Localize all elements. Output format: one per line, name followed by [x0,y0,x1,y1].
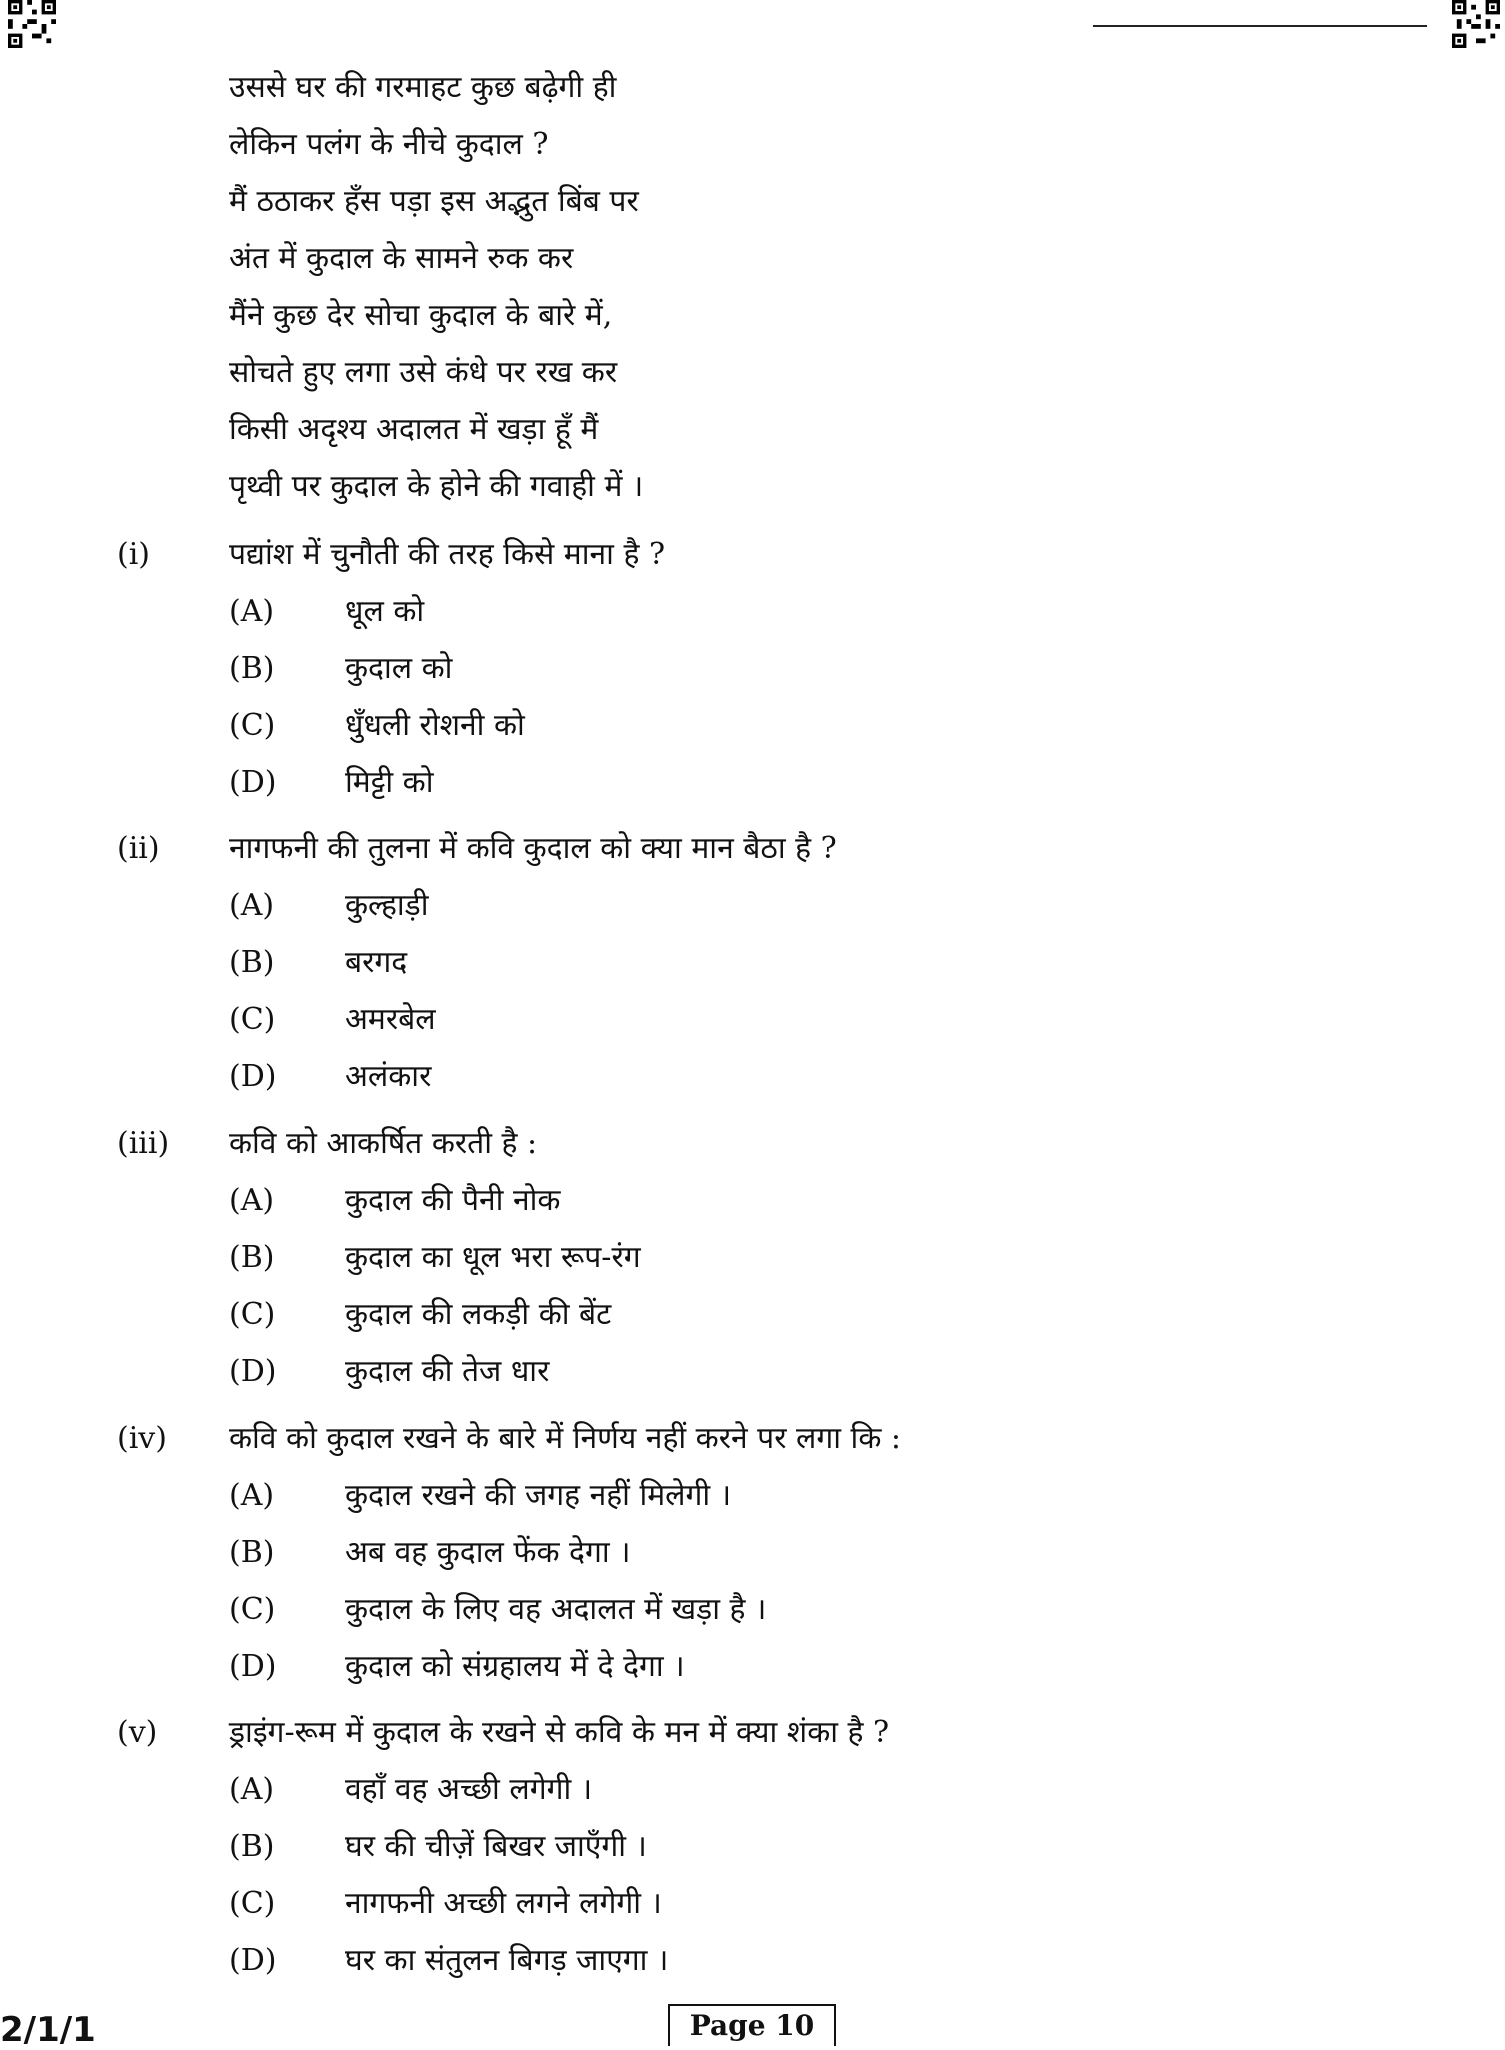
option-c[interactable] [117,1000,1417,1057]
option-letter: (B) [229,1240,275,1275]
question-text: ड्राइंग-रूम में कुदाल के रखने से कवि के मन में क्या शंका है ? [229,1715,890,1750]
option-b[interactable] [117,943,1417,1000]
option-text: कुदाल को संग्रहालय में दे देगा । [345,1649,685,1684]
option-text: धूल को [345,594,425,629]
question-number: (iii) [117,1126,170,1161]
question-header [117,1419,1417,1476]
qr-code-icon [1451,0,1501,48]
question-number: (i) [117,537,151,572]
qr-code-right [1451,0,1501,48]
option-text: मिट्टी को [345,765,434,800]
question-header [117,535,1417,592]
question-text: कवि को कुदाल रखने के बारे में निर्णय नहीं करने पर लगा कि : [229,1421,902,1456]
question-header [117,1713,1417,1770]
option-d[interactable] [117,1647,1417,1704]
option-letter: (B) [229,945,275,980]
option-text: बरगद [345,945,408,980]
question-text: नागफनी की तुलना में कवि कुदाल को क्या मान बैठा है ? [229,831,837,866]
option-d[interactable] [117,1057,1417,1114]
option-text: कुदाल की तेज धार [345,1354,550,1389]
option-letter: (C) [229,708,276,743]
question-number: (ii) [117,831,160,866]
option-letter: (A) [229,1772,275,1807]
option-letter: (C) [229,1002,276,1037]
poem-line: अंत में कुदाल के सामने रुक कर [229,241,574,276]
header-rule [1093,25,1427,27]
option-c[interactable] [117,1295,1417,1352]
qr-code-left [7,0,57,48]
option-letter: (D) [229,765,277,800]
question-number: (v) [117,1715,158,1750]
poem-line: मैंने कुछ देर सोचा कुदाल के बारे में, [229,298,613,333]
poem-line: लेकिन पलंग के नीचे कुदाल ? [229,127,549,162]
option-a[interactable] [117,1181,1417,1238]
question-header [117,1124,1417,1181]
option-c[interactable] [117,1590,1417,1647]
option-letter: (A) [229,1478,275,1513]
option-text: कुल्हाड़ी [345,888,429,923]
option-text: कुदाल के लिए वह अदालत में खड़ा है । [345,1592,767,1627]
option-letter: (A) [229,594,275,629]
question-2 [117,829,1417,1114]
option-letter: (A) [229,888,275,923]
option-d[interactable] [117,1352,1417,1409]
paper-code: 2/1/1 [0,2010,96,2050]
poem-line: सोचते हुए लगा उसे कंधे पर रख कर [229,355,618,390]
option-d[interactable] [117,1941,1417,1998]
option-text: कुदाल का धूल भरा रूप-रंग [345,1240,641,1275]
question-5 [117,1713,1417,1998]
question-3 [117,1124,1417,1409]
option-text: वहाँ वह अच्छी लगेगी । [345,1772,593,1807]
option-letter: (D) [229,1354,277,1389]
option-letter: (A) [229,1183,275,1218]
option-text: कुदाल की पैनी नोक [345,1183,561,1218]
poem-line: उससे घर की गरमाहट कुछ बढ़ेगी ही [229,70,617,105]
option-text: कुदाल को [345,651,453,686]
page-number: Page 10 [668,2004,836,2046]
option-text: अब वह कुदाल फेंक देगा । [345,1535,631,1570]
poem-line: किसी अदृश्य अदालत में खड़ा हूँ मैं [229,412,599,447]
qr-code-icon [7,0,57,48]
option-text: धुँधली रोशनी को [345,708,525,743]
question-number: (iv) [117,1421,167,1456]
option-c[interactable] [117,706,1417,763]
option-letter: (D) [229,1059,277,1094]
question-1 [117,535,1417,820]
option-text: अलंकार [345,1059,432,1094]
option-text: कुदाल की लकड़ी की बेंट [345,1297,612,1332]
question-4 [117,1419,1417,1704]
option-a[interactable] [117,1476,1417,1533]
option-letter: (D) [229,1649,277,1684]
poem-line: मैं ठठाकर हँस पड़ा इस अद्भुत बिंब पर [229,184,639,219]
option-letter: (B) [229,651,275,686]
option-text: कुदाल रखने की जगह नहीं मिलेगी । [345,1478,732,1513]
question-text: पद्यांश में चुनौती की तरह किसे माना है ? [229,537,666,572]
question-text: कवि को आकर्षित करती है : [229,1126,538,1161]
option-text: घर की चीज़ें बिखर जाएँगी । [345,1829,647,1864]
option-c[interactable] [117,1884,1417,1941]
option-letter: (D) [229,1943,277,1978]
poem-line: पृथ्वी पर कुदाल के होने की गवाही में । [229,469,644,504]
option-b[interactable] [117,1238,1417,1295]
option-letter: (B) [229,1829,275,1864]
option-b[interactable] [117,649,1417,706]
option-text: घर का संतुलन बिगड़ जाएगा । [345,1943,669,1978]
question-header [117,829,1417,886]
option-a[interactable] [117,886,1417,943]
option-text: अमरबेल [345,1002,436,1037]
option-text: नागफनी अच्छी लगने लगेगी । [345,1886,662,1921]
option-d[interactable] [117,763,1417,820]
option-a[interactable] [117,592,1417,649]
poem-excerpt [229,68,643,524]
option-letter: (C) [229,1592,276,1627]
option-b[interactable] [117,1533,1417,1590]
option-letter: (C) [229,1886,276,1921]
option-a[interactable] [117,1770,1417,1827]
option-letter: (C) [229,1297,276,1332]
option-b[interactable] [117,1827,1417,1884]
option-letter: (B) [229,1535,275,1570]
